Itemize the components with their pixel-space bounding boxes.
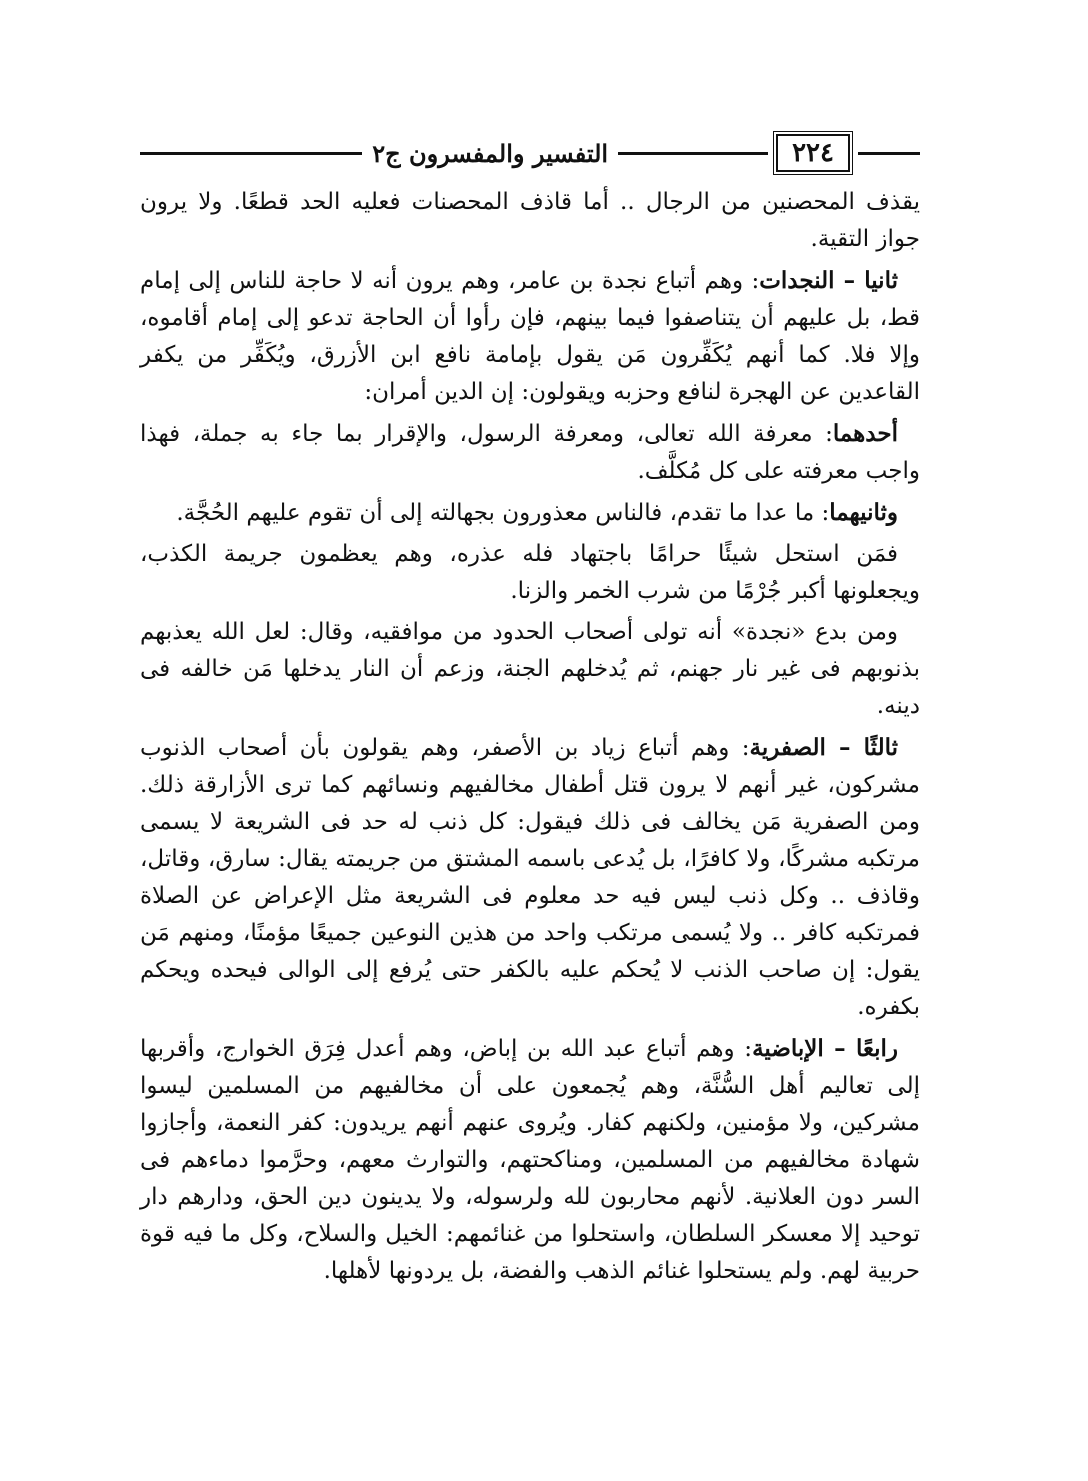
section-heading-sufriyya: ثالثًا – الصفرية	[749, 734, 898, 761]
header-rule-middle	[618, 152, 768, 155]
paragraph-1	[140, 184, 920, 258]
running-header	[140, 128, 920, 178]
paragraph-text: ومن بدع «نجدة» أنه تولى أصحاب الحدود من موافقيه، وقال: لعل الله يعذبهم بذنوبهم فى غير نار جهنم، ثم يُدخلهم الجنة، وزعم أن النار يدخلها مَن خالفه فى دينه.	[140, 619, 920, 719]
paragraph-first-matter	[140, 415, 920, 490]
paragraph-sufriyya	[140, 729, 920, 1026]
paragraph-second-matter	[140, 494, 920, 532]
page-body	[140, 184, 920, 1290]
lead-word-second: وثانيهما	[829, 499, 898, 526]
page-number: ٢٢٤	[776, 134, 850, 172]
paragraph-text: : وهم أتباع زياد بن الأصفر، وهم يقولون بأن أصحاب الذنوب مشركون، غير أنهم لا يرون قتل أطفال مخالفيهم ونسائهم كما ترى الأزارقة ذلك. ومن الصفرية مَن يخالف فى ذلك فيقول: كل ذنب له حد فى الشريعة لا يسمى مرتكبه مشركًا، ولا كافرًا، بل يُدعى باسمه المشتق من جريمته يقال: سارق، وقاتل، وقاذف .. وكل ذنب ليس فيه حد معلوم فى الشريعة مثل الإعراض عن الصلاة فمرتكبه كافر .. ولا يُسمى مرتكب واحد من هذين النوعين جميعًا مؤمنًا، ومنهم مَن يقول: إن صاحب الذنب لا يُحكم عليه بالكفر حتى يُرفع إلى الوالى فيحده ويحكم بكفره.	[140, 735, 920, 1020]
paragraph-text: : ما عدا ما تقدم، فالناس معذورون بجهالته إلى أن تقوم عليهم الحُجَّة.	[176, 500, 830, 526]
paragraph-text: : وهم أتباع نجدة بن عامر، وهم يرون أنه لا حاجة للناس إلى إمام قط، بل عليهم أن يتناصفوا فيما بينهم، فإن رأوا أن الحاجة تدعو إلى إمام أقاموه، وإلا فلا. كما أنهم يُكَفِّرون مَن يقول بإمامة نافع ابن الأزرق، ويُكَفِّر من يكفر القاعدين عن الهجرة لنافع وحزبه ويقولون: إن الدين أمران:	[140, 268, 920, 405]
book-page	[140, 128, 920, 1388]
book-title: التفسير والمفسرون ج٢	[372, 138, 609, 168]
header-rule-right	[858, 152, 920, 155]
paragraph-ibadiyya	[140, 1030, 920, 1290]
paragraph-6	[140, 614, 920, 725]
paragraph-najdat	[140, 262, 920, 411]
lead-word-first: أحدهما	[832, 420, 898, 447]
section-heading-ibadiyya: رابعًا – الإباضية	[752, 1035, 898, 1062]
paragraph-5	[140, 536, 920, 610]
paragraph-text: : معرفة الله تعالى، ومعرفة الرسول، والإقرار بما جاء به جملة، فهذا واجب معرفته على كل مُكلَّف.	[140, 421, 920, 484]
paragraph-text: : وهم أتباع عبد الله بن إباض، وهم أعدل فِرَق الخوارج، وأقربها إلى تعاليم أهل السُّنَّة، وهم يُجمعون على أن مخالفيهم من المسلمين ليسوا مشركين، ولا مؤمنين، ولكنهم كفار. ويُروى عنهم أنهم يريدون: كفر النعمة، وأجازوا شهادة مخالفيهم من المسلمين، ومناكحتهم، والتوارث معهم، وحرَّموا دماءهم فى السر دون العلانية. لأنهم محاربون لله ولرسوله، ولا يدينون دين الحق، ودارهم دار توحيد إلا معسكر السلطان، واستحلوا من غنائمهم: الخيل والسلاح، وكل ما فيه قوة حربية لهم. ولم يستحلوا غنائم الذهب والفضة، بل يردونها لأهلها.	[140, 1036, 920, 1284]
paragraph-text: يقذف المحصنين من الرجال .. أما قاذف المحصنات فعليه الحد قطعًا. ولا يرون جواز التقية.	[140, 189, 920, 252]
section-heading-najdat: ثانيا – النجدات	[759, 267, 898, 294]
paragraph-text: فمَن استحل شيئًا حرامًا باجتهاد فله عذره، وهم يعظمون جريمة الكذب، ويجعلونها أكبر جُرْمًا من شرب الخمر والزنا.	[140, 541, 920, 604]
header-rule-left	[140, 152, 362, 155]
